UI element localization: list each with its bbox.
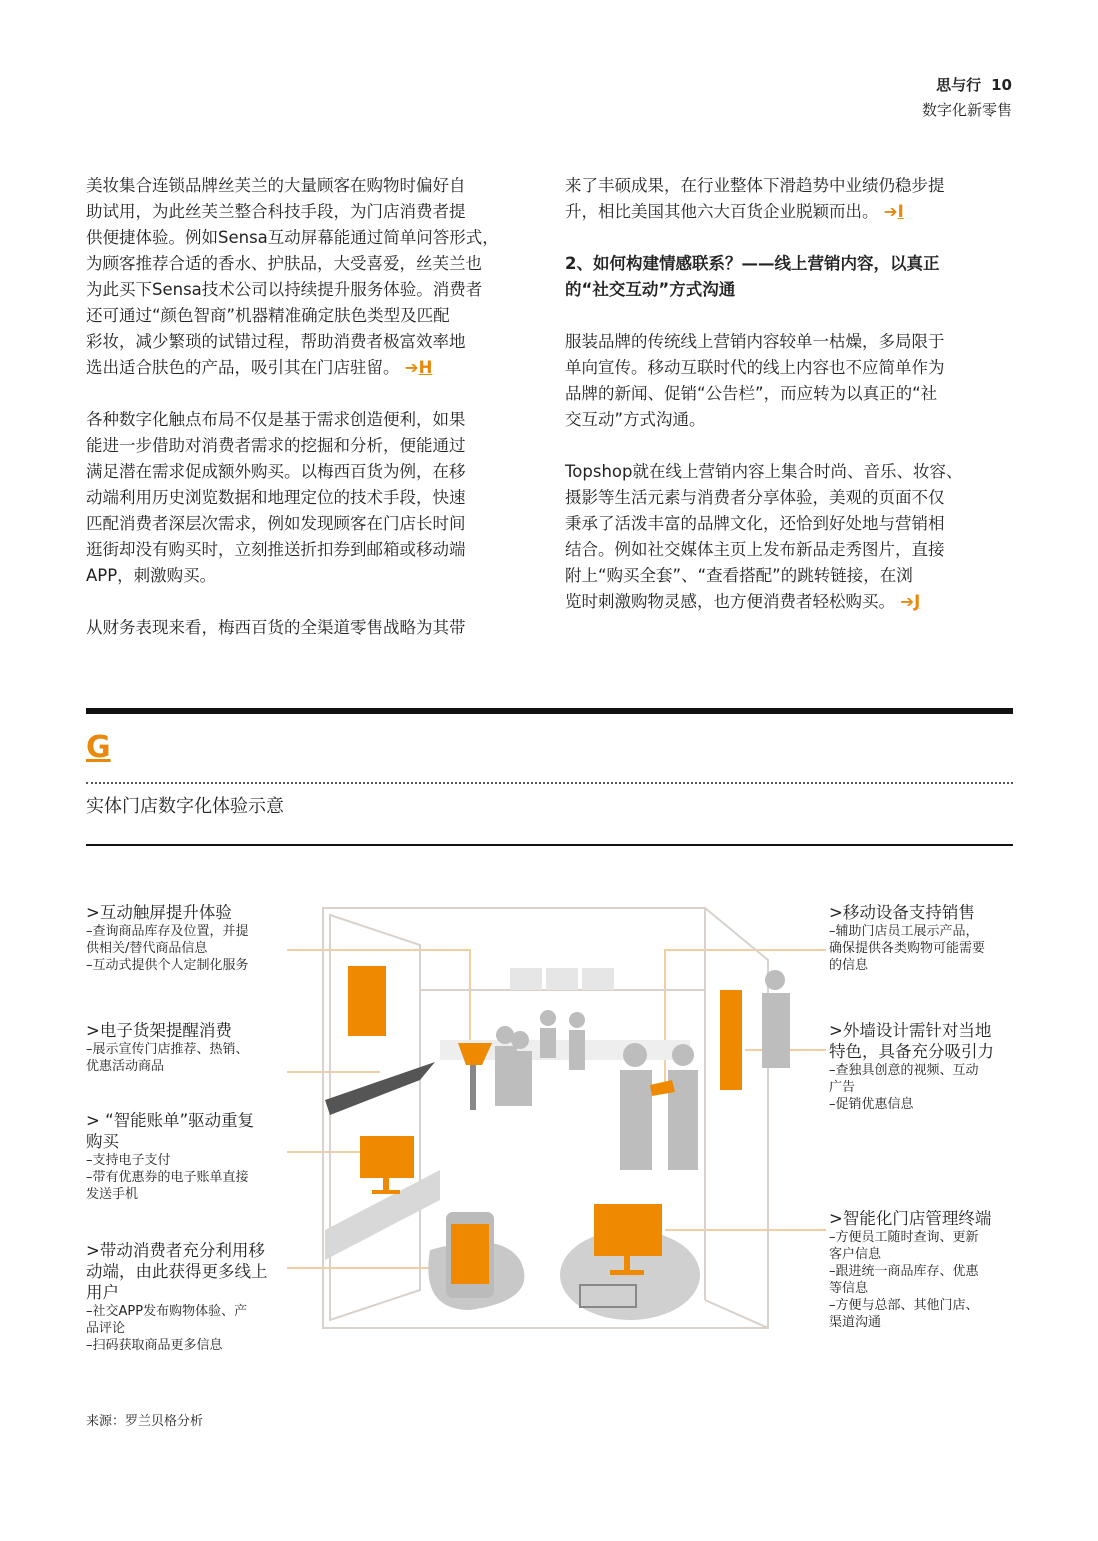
figure-title: 实体门店数字化体验示意	[86, 796, 284, 817]
terminal-screen	[594, 1204, 662, 1256]
line-text: 结合。例如社交媒体主页上发布新品走秀图片，直接	[565, 540, 945, 559]
callout-title: >互动触屏提升体验	[86, 903, 232, 922]
exterior-screen	[720, 990, 742, 1090]
callout-title: 动端，由此获得更多线上	[86, 1262, 268, 1281]
callout-detail: –方便与总部、其他门店、	[829, 1298, 979, 1313]
callout-title: >电子货架提醒消费	[86, 1021, 232, 1040]
arrow-icon: ➔	[404, 358, 419, 377]
kiosk-screen	[458, 1043, 492, 1065]
line-text: 的“社交互动”方式沟通	[565, 280, 736, 299]
line-text: 助试用，为此丝芙兰整合科技手段，为门店消费者提	[86, 202, 466, 221]
arrow-icon: ➔	[883, 202, 898, 221]
line-text: 摄影等生活元素与消费者分享体验，美观的页面不仅	[565, 488, 945, 507]
line-text: 还可通过“颜色智商”机器精准确定肤色类型及匹配	[86, 306, 450, 325]
callout-title: >外墙设计需针对当地	[829, 1021, 992, 1040]
callout-detail: –查询商品库存及位置，并提	[86, 924, 249, 939]
line-text: 供便捷体验。例如Sensa互动屏幕能通过简单问答形式，	[86, 228, 499, 247]
header-title: 思与行	[936, 76, 982, 94]
line-text: 附上“购买全套”、“查看搭配”的跳转链接，在浏	[565, 566, 913, 585]
callout-detail: 供相关/替代商品信息	[86, 941, 208, 956]
callout-detail: 等信息	[829, 1281, 869, 1296]
callout	[86, 1240, 268, 1354]
source-note: 来源：罗兰贝格分析	[86, 1414, 204, 1429]
shelf-arrow	[325, 1062, 435, 1115]
arrow-icon: ➔	[900, 592, 915, 611]
callout-detail: –支持电子支付	[86, 1153, 171, 1168]
callout-detail: –查独具创意的视频、互动	[829, 1063, 979, 1078]
figure-reference-link[interactable]: H	[418, 358, 433, 377]
callout-detail: –跟进统一商品库存、优惠	[829, 1264, 979, 1279]
callout	[829, 902, 985, 974]
line-text: 匹配消费者深层次需求，例如发现顾客在门店长时间	[86, 514, 466, 533]
line-text: 来了丰硕成果，在行业整体下滑趋势中业绩仍稳步提	[565, 176, 945, 195]
line-text: 彩妆，减少繁琐的试错过程，帮助消费者极富效率地	[86, 332, 466, 351]
callout-detail: 品评论	[86, 1321, 126, 1336]
callout-title: 用户	[86, 1283, 119, 1302]
shelf-screen	[360, 1136, 414, 1178]
line-text: 能进一步借助对消费者需求的挖掘和分析，便能通过	[86, 436, 466, 455]
callout-detail: –展示宣传门店推荐、热销、	[86, 1042, 249, 1057]
figure-reference-link[interactable]: I	[897, 202, 904, 221]
callout-detail: 确保提供各类购物可能需要	[829, 941, 986, 956]
callout-title: 购买	[86, 1132, 119, 1151]
callout-detail: 发送手机	[86, 1187, 139, 1202]
callout-detail: 优惠活动商品	[86, 1059, 165, 1074]
line-text: 动端利用历史浏览数据和地理定位的技术手段，快速	[86, 488, 466, 507]
line-text: 从财务表现来看，梅西百货的全渠道零售战略为其带	[86, 618, 466, 637]
counter	[325, 1170, 440, 1260]
page-number: 10	[991, 76, 1012, 94]
callout-detail: –辅助门店员工展示产品，	[829, 924, 979, 939]
line-text: 单向宣传。移动互联时代的线上内容也不应简单作为	[565, 358, 945, 377]
line-text: APP，刺激购买。	[86, 566, 217, 585]
callout	[86, 1110, 254, 1203]
callout	[829, 1208, 991, 1331]
callout-detail: –社交APP发布购物体验、产	[86, 1304, 248, 1319]
line-text: 览时刺激购物灵感，也方便消费者轻松购买。	[565, 592, 895, 611]
line-text: 升，相比美国其他六大百货企业脱颖而出。	[565, 202, 879, 221]
figure-reference-link[interactable]: J	[914, 592, 921, 611]
store-frame	[323, 908, 768, 1328]
callout-detail: 渠道沟通	[829, 1315, 882, 1330]
figure-letter: G	[86, 730, 111, 765]
line-text: 品牌的新闻、促销“公告栏”，而应转为以真正的“社	[565, 384, 938, 403]
header-subtitle: 数字化新零售	[921, 101, 1012, 119]
callout	[86, 1020, 249, 1075]
callout	[829, 1020, 994, 1113]
line-text: 逛街却没有购买时，立刻推送折扣券到邮箱或移动端	[86, 540, 466, 559]
line-text: 各种数字化触点布局不仅是基于需求创造便利，如果	[86, 410, 466, 429]
line-text: 服装品牌的传统线上营销内容较单一枯燥，多局限于	[565, 332, 945, 351]
callout-title: 特色，具备充分吸引力	[829, 1042, 994, 1061]
wall-screen	[348, 966, 386, 1036]
callout-detail: –带有优惠券的电子账单直接	[86, 1170, 249, 1185]
people-silhouettes	[495, 970, 790, 1170]
callout	[86, 902, 249, 974]
callout-detail: –方便员工随时查询、更新	[829, 1230, 979, 1245]
callout-detail: –促销优惠信息	[829, 1097, 914, 1112]
line-text: Topshop就在线上营销内容上集合时尚、音乐、妆容、	[565, 462, 963, 481]
line-text: 交互动”方式沟通。	[565, 410, 706, 429]
callout-detail: 广告	[829, 1080, 856, 1095]
line-text: 满足潜在需求促成额外购买。以梅西百货为例，在移	[86, 462, 466, 481]
callout-title: >带动消费者充分利用移	[86, 1241, 265, 1260]
callout-detail: 客户信息	[829, 1247, 882, 1262]
line-text: 选出适合肤色的产品，吸引其在门店驻留。	[86, 358, 400, 377]
line-text: 为此买下Sensa技术公司以持续提升服务体验。消费者	[86, 280, 483, 299]
line-text: 美妆集合连锁品牌丝芙兰的大量顾客在购物时偏好自	[86, 176, 466, 195]
callout-title: >智能化门店管理终端	[829, 1209, 992, 1228]
line-text: 2、如何构建情感联系？——线上营销内容，以真正	[565, 254, 940, 273]
leader-line	[665, 950, 826, 1085]
callout-title: >移动设备支持销售	[829, 903, 975, 922]
callout-title: > “智能账单”驱动重复	[86, 1111, 255, 1130]
line-text: 为顾客推荐合适的香水、护肤品，大受喜爱，丝芙兰也	[86, 254, 482, 273]
phone-screen	[451, 1224, 489, 1284]
line-text: 秉承了活泼丰富的品牌文化，还恰到好处地与营销相	[565, 514, 945, 533]
callout-detail: –扫码获取商品更多信息	[86, 1338, 223, 1353]
callout-detail: 的信息	[829, 958, 869, 973]
callout-detail: –互动式提供个人定制化服务	[86, 958, 249, 973]
